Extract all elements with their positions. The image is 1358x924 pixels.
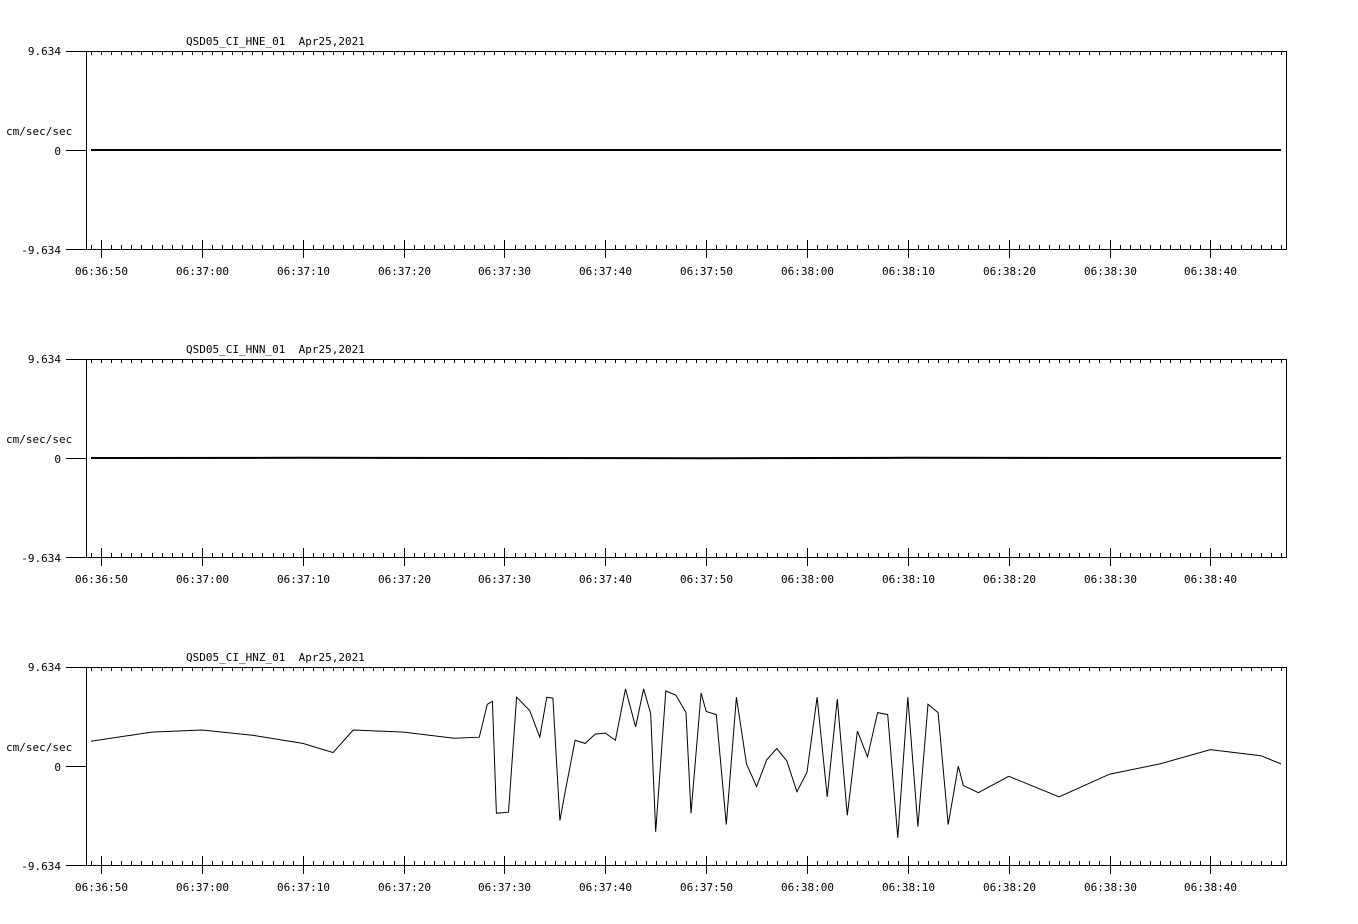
chart-title: QSD05_CI_HNZ_01 Apr25,2021 bbox=[186, 651, 365, 664]
x-tick-label: 06:38:20 bbox=[983, 881, 1036, 894]
y-tick-label-bottom: -9.634 bbox=[21, 244, 61, 257]
x-tick-label: 06:38:40 bbox=[1184, 881, 1237, 894]
y-axis-label: cm/sec/sec bbox=[6, 741, 73, 754]
x-tick-label: 06:37:40 bbox=[579, 881, 632, 894]
x-tick-label: 06:38:20 bbox=[983, 573, 1036, 586]
x-tick-label: 06:38:30 bbox=[1084, 881, 1137, 894]
x-tick-label: 06:38:40 bbox=[1184, 573, 1237, 586]
x-tick-label: 06:38:10 bbox=[882, 573, 935, 586]
x-tick-label: 06:37:20 bbox=[378, 573, 431, 586]
x-tick-label: 06:38:20 bbox=[983, 265, 1036, 278]
x-tick-label: 06:38:30 bbox=[1084, 573, 1137, 586]
x-tick-label: 06:37:20 bbox=[378, 265, 431, 278]
x-tick-label: 06:37:30 bbox=[478, 881, 531, 894]
y-tick-label-bottom: -9.634 bbox=[21, 860, 61, 873]
x-tick-label: 06:37:30 bbox=[478, 573, 531, 586]
x-tick-label: 06:38:40 bbox=[1184, 265, 1237, 278]
x-tick-label: 06:36:50 bbox=[75, 573, 128, 586]
x-tick-label: 06:38:10 bbox=[882, 881, 935, 894]
x-tick-label: 06:37:00 bbox=[176, 573, 229, 586]
y-axis-label: cm/sec/sec bbox=[6, 125, 73, 138]
x-tick-label: 06:37:00 bbox=[176, 881, 229, 894]
chart-panel-hnz bbox=[6, 651, 1287, 894]
x-tick-label: 06:38:00 bbox=[781, 573, 834, 586]
y-tick-label-zero: 0 bbox=[54, 145, 61, 158]
x-tick-label: 06:37:10 bbox=[277, 265, 330, 278]
x-tick-label: 06:37:50 bbox=[680, 573, 733, 586]
x-tick-label: 06:37:40 bbox=[579, 265, 632, 278]
y-tick-label-zero: 0 bbox=[54, 453, 61, 466]
chart-panel-hne bbox=[6, 35, 1287, 278]
x-tick-label: 06:36:50 bbox=[75, 265, 128, 278]
chart-panel-hnn bbox=[6, 343, 1287, 586]
series-line bbox=[91, 689, 1281, 838]
x-tick-label: 06:37:00 bbox=[176, 265, 229, 278]
y-axis-label: cm/sec/sec bbox=[6, 433, 73, 446]
x-tick-label: 06:38:00 bbox=[781, 265, 834, 278]
y-tick-label-zero: 0 bbox=[54, 761, 61, 774]
y-tick-label-top: 9.634 bbox=[27, 45, 61, 58]
y-tick-label-top: 9.634 bbox=[27, 661, 61, 674]
x-tick-label: 06:38:00 bbox=[781, 881, 834, 894]
x-tick-label: 06:37:40 bbox=[579, 573, 632, 586]
x-tick-label: 06:36:50 bbox=[75, 881, 128, 894]
plot-frame bbox=[87, 668, 1287, 866]
x-tick-label: 06:37:10 bbox=[277, 573, 330, 586]
y-tick-label-top: 9.634 bbox=[27, 353, 61, 366]
chart-title: QSD05_CI_HNN_01 Apr25,2021 bbox=[186, 343, 365, 356]
chart-title: QSD05_CI_HNE_01 Apr25,2021 bbox=[186, 35, 365, 48]
x-tick-label: 06:37:50 bbox=[680, 265, 733, 278]
x-tick-label: 06:37:10 bbox=[277, 881, 330, 894]
x-tick-label: 06:37:50 bbox=[680, 881, 733, 894]
y-tick-label-bottom: -9.634 bbox=[21, 552, 61, 565]
x-tick-label: 06:37:20 bbox=[378, 881, 431, 894]
x-tick-label: 06:38:30 bbox=[1084, 265, 1137, 278]
x-tick-label: 06:37:30 bbox=[478, 265, 531, 278]
x-tick-label: 06:38:10 bbox=[882, 265, 935, 278]
